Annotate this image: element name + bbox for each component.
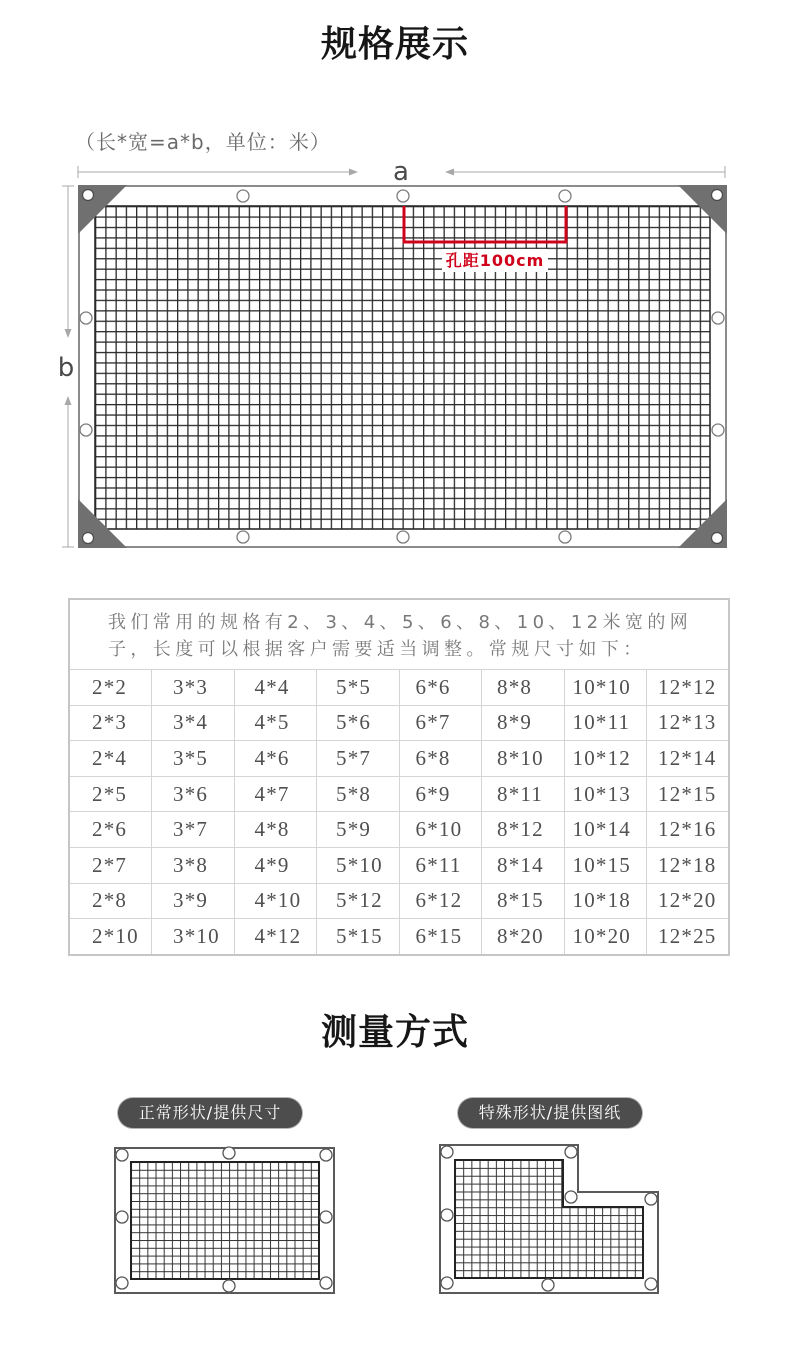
size-cell: 8*12 <box>482 812 565 848</box>
size-cell: 6*15 <box>399 919 482 955</box>
grommet <box>80 312 92 324</box>
size-table-row <box>69 812 729 848</box>
size-cell: 3*4 <box>152 705 235 741</box>
size-cell: 2*7 <box>69 847 152 883</box>
size-cell: 4*4 <box>234 670 317 706</box>
spec-section-title: 规格展示 <box>320 24 469 65</box>
grommet <box>116 1277 128 1289</box>
size-cell: 3*8 <box>152 847 235 883</box>
grommet <box>223 1147 235 1159</box>
size-cell: 12*18 <box>647 847 730 883</box>
size-cell: 12*13 <box>647 705 730 741</box>
size-cell: 3*9 <box>152 883 235 919</box>
size-cell: 12*20 <box>647 883 730 919</box>
size-cell: 10*15 <box>564 847 647 883</box>
grommet <box>237 190 249 202</box>
dimension-a-label: a <box>393 157 409 187</box>
size-cell: 10*13 <box>564 776 647 812</box>
size-cell: 2*3 <box>69 705 152 741</box>
net-spec-diagram <box>0 0 790 560</box>
size-cell: 5*8 <box>317 776 400 812</box>
grommet <box>320 1277 332 1289</box>
grommet <box>542 1279 554 1291</box>
size-cell: 5*15 <box>317 919 400 955</box>
grommet <box>441 1277 453 1289</box>
grommet <box>116 1149 128 1161</box>
grommet <box>565 1191 577 1203</box>
grommet <box>397 531 409 543</box>
grommet <box>320 1211 332 1223</box>
grommet <box>80 424 92 436</box>
size-cell: 5*12 <box>317 883 400 919</box>
grommet <box>116 1211 128 1223</box>
size-table-body <box>69 599 729 955</box>
arrow-down-icon <box>65 329 72 338</box>
size-cell: 8*14 <box>482 847 565 883</box>
grommet <box>237 531 249 543</box>
grommet <box>441 1146 453 1158</box>
grommet <box>559 190 571 202</box>
net-mesh <box>95 206 710 529</box>
size-cell: 2*5 <box>69 776 152 812</box>
size-cell: 4*6 <box>234 741 317 777</box>
normal-shape-label: 正常形状/提供尺寸 <box>118 1098 302 1128</box>
grommet <box>441 1209 453 1221</box>
size-cell: 6*12 <box>399 883 482 919</box>
size-cell: 12*12 <box>647 670 730 706</box>
size-cell: 10*20 <box>564 919 647 955</box>
arrow-up-icon <box>65 396 72 405</box>
hole-spacing-label: 孔距100cm <box>442 249 548 272</box>
size-cell: 8*10 <box>482 741 565 777</box>
intro-line: 我们常用的规格有2、3、4、5、6、8、10、12米宽的网 <box>108 612 693 633</box>
size-table-intro-cell <box>69 599 729 670</box>
size-cell: 5*10 <box>317 847 400 883</box>
size-cell: 4*7 <box>234 776 317 812</box>
size-cell: 2*6 <box>69 812 152 848</box>
size-cell: 12*14 <box>647 741 730 777</box>
size-table-row <box>69 741 729 777</box>
size-table-row <box>69 670 729 706</box>
size-cell: 6*9 <box>399 776 482 812</box>
grommet <box>223 1280 235 1292</box>
grommet <box>320 1149 332 1161</box>
arrow-right-icon <box>349 169 358 176</box>
size-cell: 4*9 <box>234 847 317 883</box>
size-cell: 3*3 <box>152 670 235 706</box>
size-cell: 3*10 <box>152 919 235 955</box>
special-shape-label: 特殊形状/提供图纸 <box>458 1098 642 1128</box>
size-cell: 10*18 <box>564 883 647 919</box>
size-cell: 3*5 <box>152 741 235 777</box>
size-cell: 6*11 <box>399 847 482 883</box>
size-cell: 6*8 <box>399 741 482 777</box>
measure-section-title: 测量方式 <box>320 1012 469 1053</box>
size-cell: 2*10 <box>69 919 152 955</box>
intro-line: 子，长度可以根据客户需要适当调整。常规尺寸如下： <box>108 639 646 660</box>
size-table-row <box>69 705 729 741</box>
normal-net-mesh <box>131 1162 319 1279</box>
grommet <box>645 1193 657 1205</box>
size-table-intro <box>70 600 728 663</box>
size-cell: 2*2 <box>69 670 152 706</box>
size-cell: 4*10 <box>234 883 317 919</box>
size-cell: 2*4 <box>69 741 152 777</box>
size-cell: 3*6 <box>152 776 235 812</box>
size-cell: 8*9 <box>482 705 565 741</box>
size-cell: 2*8 <box>69 883 152 919</box>
size-cell: 4*5 <box>234 705 317 741</box>
grommet <box>565 1146 577 1158</box>
size-table-row <box>69 776 729 812</box>
grommet <box>712 424 724 436</box>
size-cell: 4*12 <box>234 919 317 955</box>
size-table-row <box>69 847 729 883</box>
normal-shape-diagram <box>115 1147 334 1293</box>
size-cell: 6*6 <box>399 670 482 706</box>
measurement-diagrams <box>0 1130 790 1310</box>
dimension-b-label: b <box>57 353 75 383</box>
size-cell: 6*7 <box>399 705 482 741</box>
grommet <box>712 312 724 324</box>
size-table-intro-row <box>69 599 729 670</box>
size-cell: 10*12 <box>564 741 647 777</box>
size-cell: 8*15 <box>482 883 565 919</box>
size-cell: 10*11 <box>564 705 647 741</box>
corner-grommet <box>712 190 723 201</box>
size-cell: 12*15 <box>647 776 730 812</box>
special-shape-diagram <box>440 1145 658 1293</box>
special-net-mesh <box>455 1160 643 1278</box>
corner-grommet <box>83 533 94 544</box>
grommet <box>397 190 409 202</box>
size-table-row <box>69 883 729 919</box>
unit-note: （长*宽=a*b，单位：米） <box>75 130 331 154</box>
corner-grommet <box>83 190 94 201</box>
size-cell: 4*8 <box>234 812 317 848</box>
size-cell: 10*14 <box>564 812 647 848</box>
size-table-row <box>69 919 729 955</box>
size-cell: 8*20 <box>482 919 565 955</box>
size-cell: 6*10 <box>399 812 482 848</box>
size-cell: 5*7 <box>317 741 400 777</box>
size-cell: 5*9 <box>317 812 400 848</box>
size-cell: 3*7 <box>152 812 235 848</box>
size-cell: 5*5 <box>317 670 400 706</box>
size-cell: 12*16 <box>647 812 730 848</box>
arrow-left-icon <box>445 169 454 176</box>
size-cell: 10*10 <box>564 670 647 706</box>
size-cell: 8*8 <box>482 670 565 706</box>
size-cell: 8*11 <box>482 776 565 812</box>
size-cell: 12*25 <box>647 919 730 955</box>
grommet <box>559 531 571 543</box>
grommet <box>645 1278 657 1290</box>
size-cell: 5*6 <box>317 705 400 741</box>
size-table <box>68 598 730 956</box>
corner-grommet <box>712 533 723 544</box>
